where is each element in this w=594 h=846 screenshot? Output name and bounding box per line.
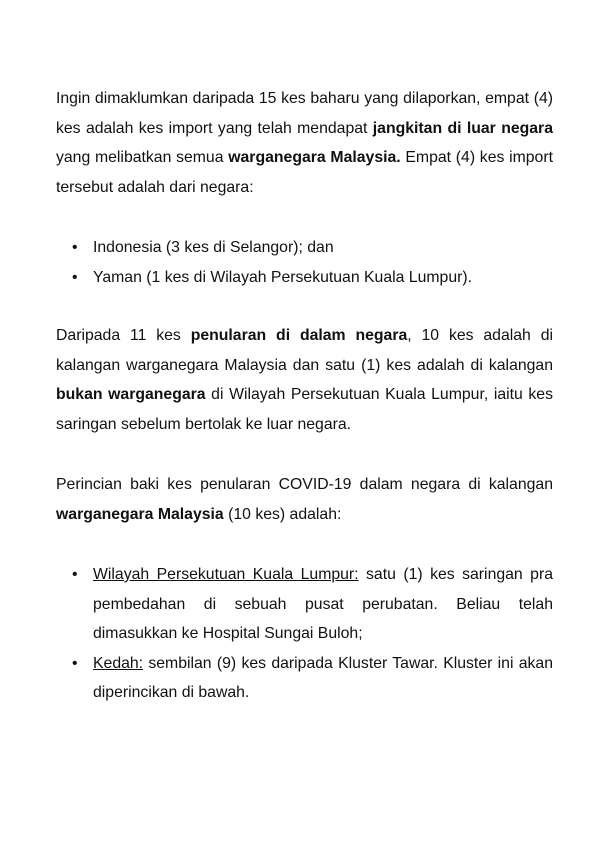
paragraph-details-intro bbox=[56, 470, 553, 529]
import-country-list bbox=[56, 233, 553, 292]
bullet-icon: • bbox=[72, 239, 78, 256]
bullet-icon: • bbox=[72, 268, 78, 286]
list-item bbox=[56, 263, 553, 293]
paragraph-text: (10 kes) adalah: bbox=[223, 505, 342, 523]
document-page bbox=[56, 84, 553, 708]
bold-text: warganegara Malaysia. bbox=[228, 149, 401, 166]
list-item-text: Yaman (1 kes di Wilayah Persekutuan Kuala Lumpur). bbox=[93, 268, 473, 286]
paragraph-text: , 10 kes adalah di kalangan warganegara Malaysia dan satu (1) kes adalah di kalangan bbox=[56, 327, 553, 374]
state-label: Kedah: bbox=[93, 654, 144, 672]
state-details-list bbox=[56, 560, 553, 708]
list-item-text: sembilan (9) kes daripada Kluster Tawar. Kluster ini akan diperincikan di bawah. bbox=[93, 654, 553, 701]
list-item-text: Indonesia (3 kes di Selangor); dan bbox=[93, 239, 334, 256]
bold-text: penularan di dalam negara bbox=[190, 327, 408, 344]
paragraph-text: Perincian baki kes penularan COVID-19 dalam negara di kalangan bbox=[56, 476, 553, 493]
bold-text: jangkitan di luar negara bbox=[372, 119, 553, 137]
paragraph-local-transmission bbox=[56, 321, 553, 439]
bullet-icon: • bbox=[72, 566, 78, 583]
paragraph-text: di Wilayah Persekutuan Kuala Lumpur, iaitu kes saringan sebelum bertolak ke luar negara. bbox=[56, 386, 553, 433]
bold-text: bukan warganegara bbox=[56, 386, 206, 403]
list-item bbox=[56, 233, 553, 263]
bold-text: warganegara Malaysia bbox=[56, 505, 224, 523]
paragraph-text: Ingin dimaklumkan daripada 15 kes baharu yang dilaporkan, empat (4) kes adalah kes import yang telah mendapat bbox=[56, 90, 553, 137]
state-label: Wilayah Persekutuan Kuala Lumpur: bbox=[93, 566, 359, 583]
paragraph-import-cases bbox=[56, 84, 553, 202]
paragraph-text: Daripada 11 kes bbox=[56, 327, 191, 344]
list-item bbox=[56, 649, 553, 708]
list-item bbox=[56, 560, 553, 649]
paragraph-text: Empat (4) kes import tersebut adalah dari negara: bbox=[56, 149, 553, 196]
paragraph-text: yang melibatkan semua bbox=[56, 149, 229, 166]
bullet-icon: • bbox=[72, 654, 78, 672]
list-item-text: satu (1) kes saringan pra pembedahan di sebuah pusat perubatan. Beliau telah dimasukkan ke Hospital Sungai Buloh; bbox=[93, 566, 553, 642]
